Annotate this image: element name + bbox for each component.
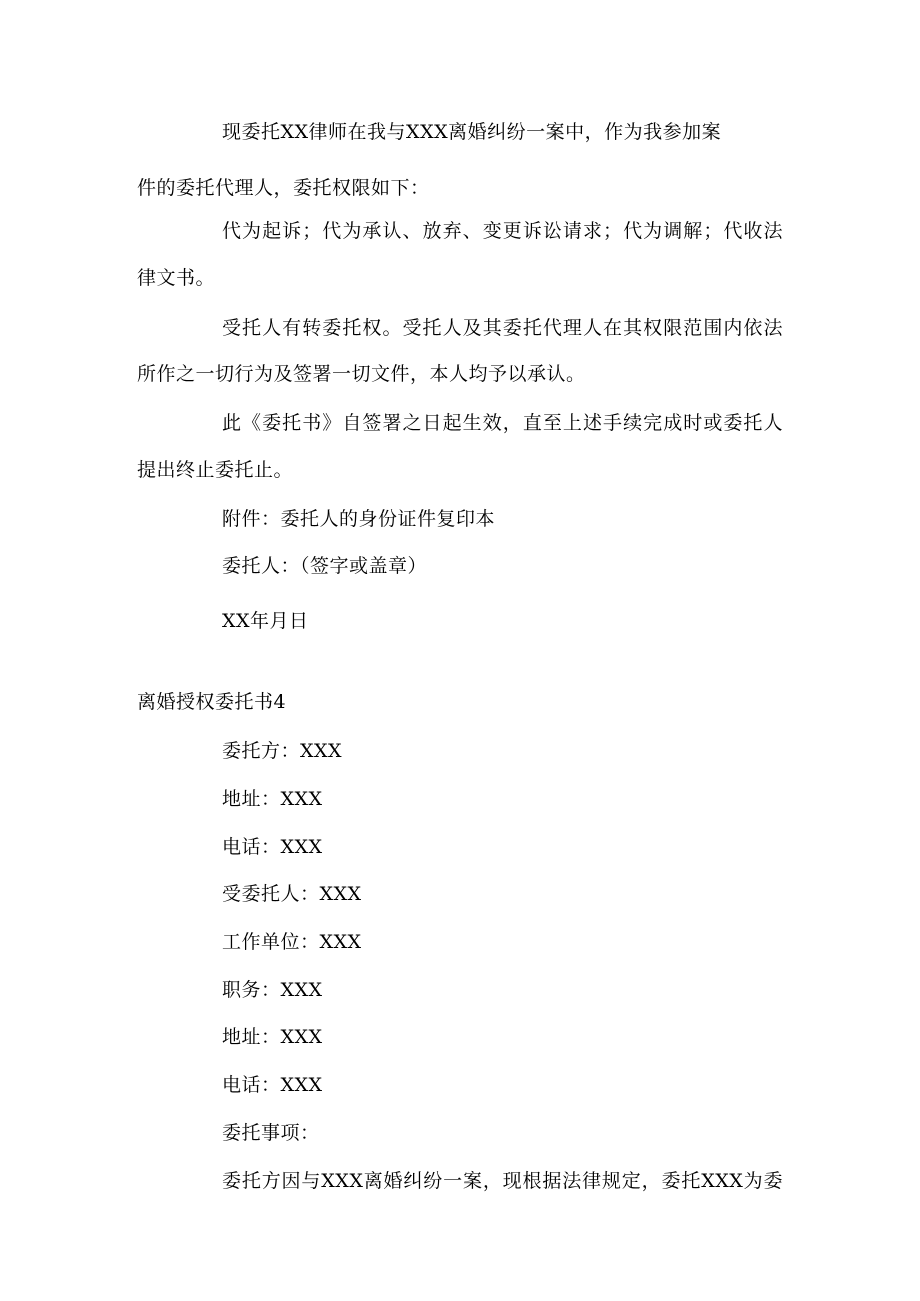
matters-line-1: 委托方因与XXX离婚纠纷一案，现根据法律规定，委托XXX为委 — [222, 1170, 783, 1192]
client-address-line: 地址：XXX — [222, 788, 323, 810]
signature-line: 委托人：（签字或盖章） — [222, 555, 428, 577]
section-title: 离婚授权委托书4 — [137, 691, 287, 713]
paragraph-2-line-2: 律文书。 — [137, 267, 216, 289]
client-name-line: 委托方：XXX — [222, 740, 343, 762]
paragraph-3-line-1: 受托人有转委托权。受托人及其委托代理人在其权限范围内依法 — [222, 317, 783, 339]
client-phone-line: 电话：XXX — [222, 836, 323, 858]
agent-position-line: 职务：XXX — [222, 979, 323, 1001]
matters-label: 委托事项： — [222, 1122, 320, 1144]
paragraph-3-line-2: 所作之一切行为及签署一切文件，本人均予以承认。 — [137, 363, 586, 385]
agent-workplace-line: 工作单位：XXX — [222, 931, 362, 953]
agent-address-line: 地址：XXX — [222, 1026, 323, 1048]
date-line: XX年月日 — [222, 610, 309, 632]
agent-phone-line: 电话：XXX — [222, 1074, 323, 1096]
paragraph-4-line-2: 提出终止委托止。 — [137, 459, 294, 481]
paragraph-2-line-1: 代为起诉；代为承认、放弃、变更诉讼请求；代为调解；代收法 — [222, 220, 783, 242]
agent-name-line: 受委托人：XXX — [222, 883, 362, 905]
paragraph-1-line-1: 现委托XX律师在我与XXX离婚纠纷一案中，作为我参加案 — [222, 121, 722, 143]
attachment-line: 附件：委托人的身份证件复印本 — [222, 508, 496, 530]
paragraph-4-line-1: 此《委托书》自签署之日起生效，直至上述手续完成时或委托人 — [222, 412, 783, 434]
paragraph-1-line-2: 件的委托代理人，委托权限如下： — [137, 177, 430, 199]
